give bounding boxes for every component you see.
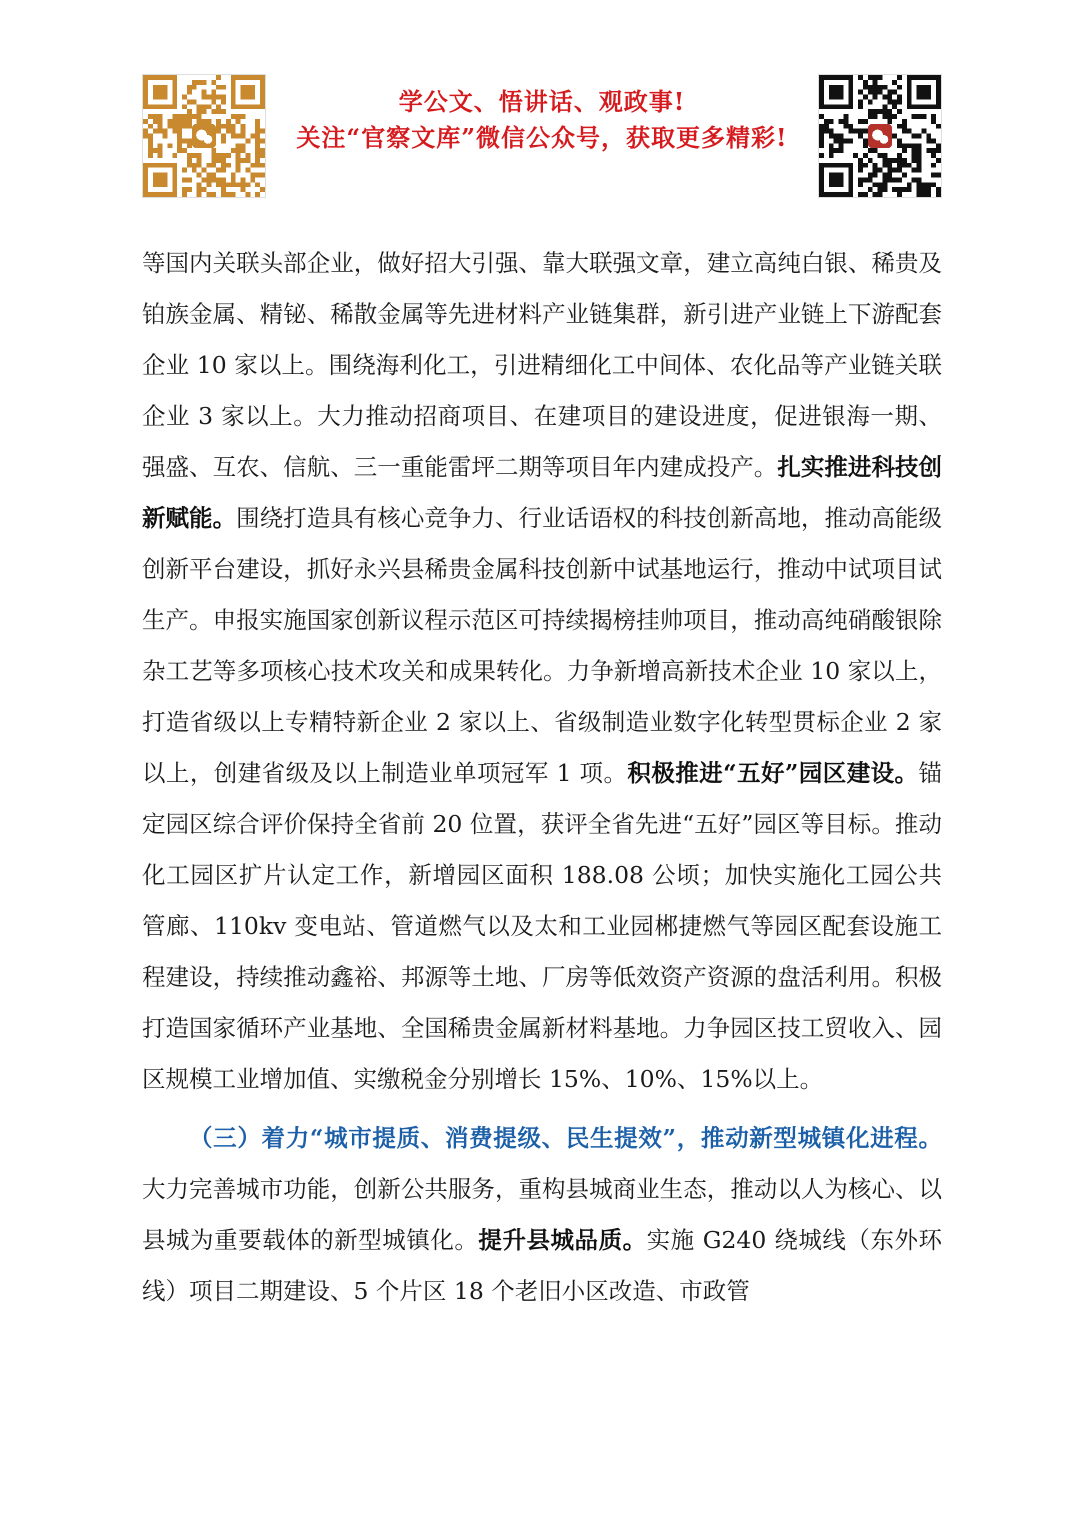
paragraph-urbanization xyxy=(142,1113,942,1317)
wechat-qr-code-icon[interactable] xyxy=(142,74,266,198)
paragraph-industry xyxy=(142,238,942,1105)
header-banner xyxy=(0,0,1080,220)
bold-subheading-tech: 扎实推进科技创新赋能。 xyxy=(142,453,943,532)
paragraph-text: 锚定园区综合评价保持全省前 20 位置，获评全省先进“五好”园区等目标。推动化工园区扩片认定工作，新增园区面积 188.08 公顷；加快实施化工园公共管廊、110kv 变电站、管道燃气以及太和工业园郴捷燃气等园区配套设施工程建设，持续推动鑫裕、邦源等土地、厂房等低效资产资源的盘活利用。积极打造国家循环产业基地、全国稀贵金属新材料基地。力争园区技工贸收入、园区规模工业增加值、实缴税金分别增长 15%、10%、15%以上。 xyxy=(142,759,942,1093)
bold-subheading-county: 提升县城品质。 xyxy=(478,1226,647,1254)
paragraph-text: 围绕打造具有核心竞争力、行业话语权的科技创新高地，推动高能级创新平台建设，抓好永兴县稀贵金属科技创新中试基地运行，推动中试项目试生产。申报实施国家创新议程示范区可持续揭榜挂帅项目，推动高纯硝酸银除杂工艺等多项核心技术攻关和成果转化。力争新增高新技术企业 10 家以上，打造省级以上专精特新企业 2 家以上、省级制造业数字化转型贯标企业 2 家以上，创建省级及以上制造业单项冠军 1 项。 xyxy=(142,504,943,787)
paragraph-text: 等国内关联头部企业，做好招大引强、靠大联强文章，建立高纯白银、稀贵及铂族金属、精铋、稀散金属等先进材料产业链集群，新引进产业链上下游配套企业 10 家以上。围绕海利化工，引进精细化工中间体、农化品等产业链关联企业 3 家以上。大力推动招商项目、在建项目的建设进度，促进银海一期、强盛、互农、信航、三一重能雷坪二期等项目年内建成投产。 xyxy=(142,249,942,481)
paragraph-text: 大力完善城市功能，创新公共服务，重构县城商业生态，推动以人为核心、以县城为重要载体的新型城镇化。 xyxy=(142,1175,942,1254)
qr-code-icon[interactable] xyxy=(818,74,942,198)
section-heading: （三）着力“城市提质、消费提级、民生提效”，推动新型城镇化进程。 xyxy=(189,1124,942,1152)
document-body xyxy=(142,238,942,1317)
slogan-line-2: 关注“官察文库”微信公众号，获取更多精彩! xyxy=(296,123,788,152)
slogan-line-1: 学公文、悟讲话、观政事! xyxy=(398,87,686,116)
paragraph-text: 实施 G240 绕城线（东外环线）项目二期建设、5 个片区 18 个老旧小区改造、市政管 xyxy=(142,1226,943,1305)
bold-subheading-park: 积极推进“五好”园区建设。 xyxy=(627,759,919,787)
